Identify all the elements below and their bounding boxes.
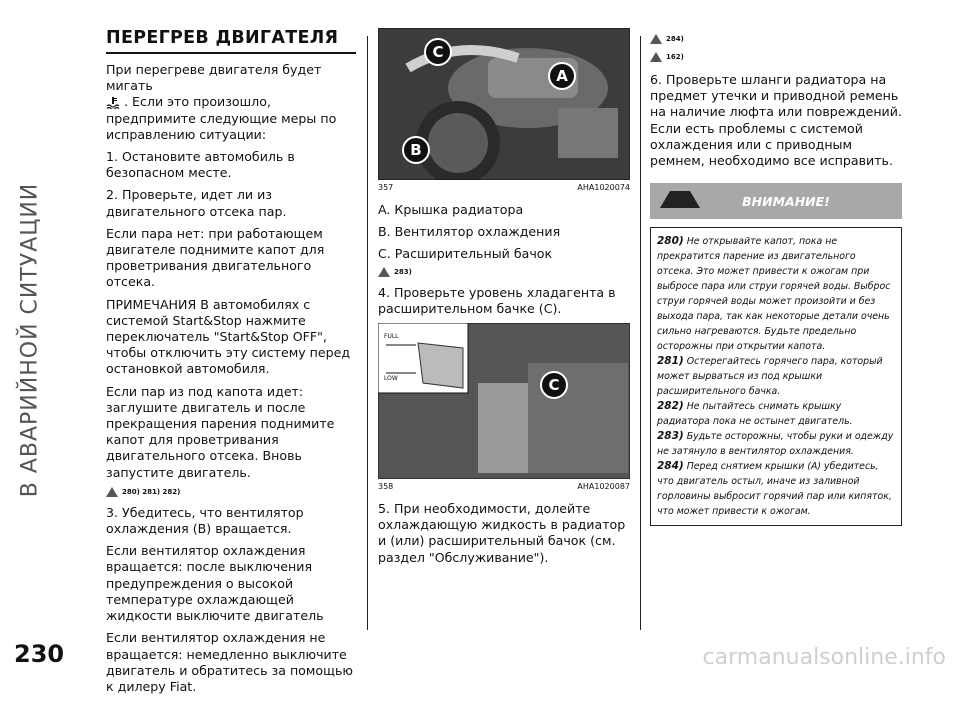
warning-item-text: Остерегайтесь горячего пара, который может вырваться из под крышки расширительного бачка. — [657, 356, 883, 398]
warning-reference — [650, 52, 902, 62]
column-left — [106, 28, 358, 701]
warning-item — [657, 429, 895, 459]
coolant-temperature-icon — [106, 96, 120, 109]
warning-item-number: 283) — [657, 430, 684, 443]
warning-item-text: Не открывайте капот, пока не прекратится парение из двигательного отсека. Это может привести к ожогам при выбросе пара или струи горячей воды. Выброс струи горячей воды может произойти и без выхода пара, так как некоторые детали очень сильно нагреваются. Будьте предельно осторожны при открытии капота. — [657, 236, 891, 353]
warning-title: ВНИМАНИЕ! — [742, 193, 830, 209]
warning-item — [657, 459, 895, 519]
legend-b: B. Вентилятор охлаждения — [378, 224, 561, 240]
figure-number: 357 — [378, 183, 394, 192]
figure-caption — [378, 482, 630, 491]
watermark: carmanualsonline.info — [702, 645, 946, 670]
warning-triangle-icon — [106, 487, 118, 497]
intro-text-a: При перегреве двигателя будет мигать — [106, 62, 322, 94]
step-1: 1. Остановите автомобиль в безопасном месте. — [106, 149, 295, 181]
warning-triangle-icon — [650, 34, 662, 44]
fan-rotating-instruction: Если вентилятор охлаждения вращается: после выключения предупреждения о высокой температуре охлаждающей жидкости выключите двигатель — [106, 543, 324, 624]
legend-c: C. Расширительный бачок — [378, 246, 553, 262]
expansion-tank-figure — [378, 323, 630, 479]
engine-bay-figure — [378, 28, 630, 180]
warning-box — [650, 227, 902, 526]
warning-reference-numbers: 280) 281) 282) — [122, 487, 181, 496]
warning-reference-numbers: 284) — [666, 35, 684, 43]
intro-text-b: . Если это произошло, предпримите следующие меры по исправлению ситуации: — [106, 94, 337, 142]
warning-reference — [378, 267, 630, 277]
fan-not-rotating-instruction: Если вентилятор охлаждения не вращается: немедленно выключите двигатель и обратитесь за помощью к дилеру Fiat. — [106, 630, 353, 694]
step-3: 3. Убедитесь, что вентилятор охлаждения (B) вращается. — [106, 504, 304, 537]
warning-reference-numbers: 162) — [666, 53, 684, 61]
warning-header — [650, 183, 902, 219]
heading-rule — [106, 52, 356, 54]
warning-triangle-icon — [378, 267, 390, 277]
warning-triangle-icon — [660, 191, 700, 208]
warning-item-number: 282) — [657, 400, 684, 413]
warning-reference — [650, 34, 902, 44]
paragraph-intro — [106, 62, 358, 143]
low-mark-label: LOW — [384, 375, 398, 383]
figure-caption — [378, 183, 630, 192]
start-stop-note: ПРИМЕЧАНИЯ В автомобилях с системой Start&Stop нажмите переключатель "Start&Stop OFF", чтобы отключить эту систему перед остановкой автомобиля. — [106, 296, 351, 377]
warning-triangle-icon — [650, 52, 662, 62]
expansion-tank-illustration — [378, 323, 630, 479]
figure-code: AHA1020087 — [577, 482, 630, 492]
full-mark-label: FULL — [384, 333, 399, 341]
legend-a: A. Крышка радиатора — [378, 202, 524, 217]
callout-b: B — [402, 136, 430, 164]
step-5: 5. При необходимости, долейте охлаждающую жидкость в радиатор и (или) расширительный бачок (см. раздел "Обслуживание"). — [378, 501, 626, 565]
no-steam-instruction: Если пара нет: при работающем двигателе поднимите капот для проветривания двигательного отсека. — [106, 225, 325, 290]
callout-c: C — [540, 371, 568, 399]
steam-instruction: Если пар из под капота идет: заглушите двигатель и после прекращения парения поднимите капот для проветривания двигательного отсека. Вновь запустите двигатель. — [106, 383, 335, 480]
section-title-vertical: В АВАРИЙНОЙ СИТУАЦИИ — [17, 182, 43, 498]
step-4: 4. Проверьте уровень хладагента в расширительном бачке (C). — [378, 284, 616, 316]
callout-a: A — [548, 62, 576, 90]
warning-item-number: 281) — [657, 355, 684, 368]
column-middle — [378, 28, 630, 572]
column-divider — [367, 36, 368, 630]
warning-item — [657, 354, 895, 399]
column-divider — [640, 36, 641, 630]
warning-item-text: Перед снятием крышки (A) убедитесь, что двигатель остыл, иначе из заливной горловины выбросит горячий пар или кипяток, что может привести к ожогам. — [657, 461, 892, 518]
warning-item-number: 284) — [657, 460, 684, 473]
warning-item — [657, 234, 895, 354]
figure-code: AHA1020074 — [577, 183, 630, 192]
warning-reference-numbers: 283) — [394, 267, 412, 276]
step-2: 2. Проверьте, идет ли из двигательного отсека пар. — [106, 187, 287, 219]
warning-item — [657, 399, 895, 429]
warning-item-text: Будьте осторожны, чтобы руки и одежду не затянуло в вентилятор охлаждения. — [657, 431, 894, 458]
warning-item-text: Не пытайтесь снимать крышку радиатора пока не остынет двигатель. — [657, 401, 853, 428]
column-right — [650, 34, 902, 526]
step-6: 6. Проверьте шланги радиатора на предмет утечки и приводной ремень на наличие люфта или повреждений. Если есть проблемы с системой охлаждения или с приводным ремнем, необходимо все исправить. — [650, 72, 902, 169]
page-heading: ПЕРЕГРЕВ ДВИГАТЕЛЯ — [106, 28, 339, 48]
warning-reference — [106, 487, 358, 497]
figure-number: 358 — [378, 482, 394, 492]
warning-item-number: 280) — [657, 235, 684, 248]
callout-c: C — [424, 38, 452, 66]
page-number: 230 — [14, 640, 65, 668]
